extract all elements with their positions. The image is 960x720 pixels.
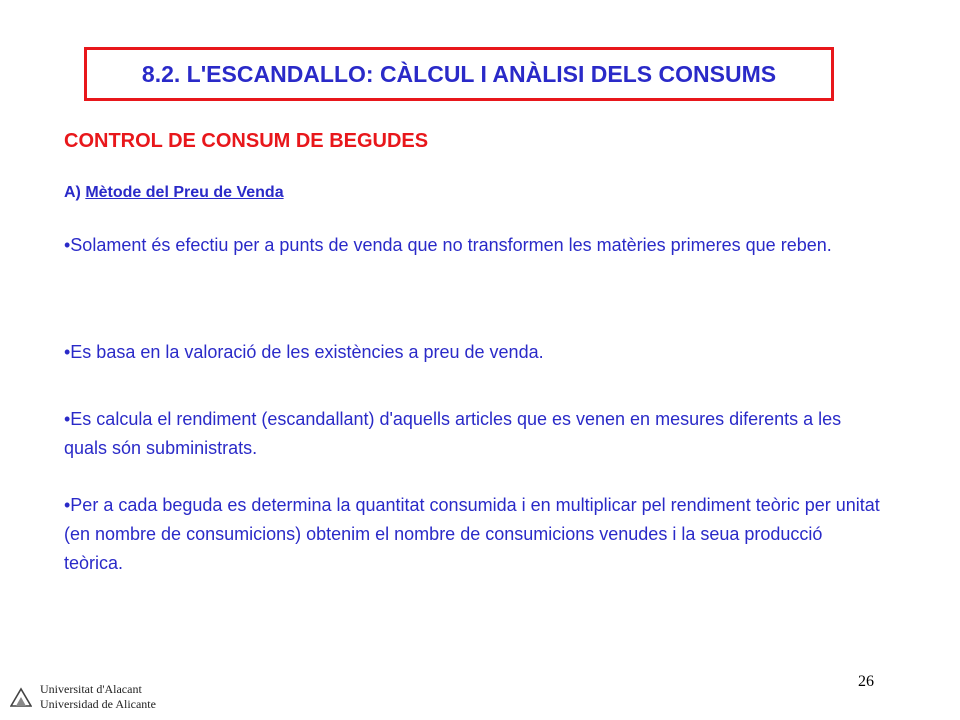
slide-title: 8.2. L'ESCANDALLO: CÀLCUL I ANÀLISI DELS CONSUMS — [141, 60, 777, 87]
bullet-item: •Es basa en la valoració de les existències a preu de venda. — [64, 342, 544, 362]
method-heading — [64, 184, 284, 202]
method-label: Mètode del Preu de Venda — [85, 184, 284, 201]
logo-line-2: Universidad de Alicante — [40, 697, 156, 711]
section-heading: CONTROL DE CONSUM DE BEGUDES — [64, 130, 429, 152]
slide-title-box — [84, 47, 834, 101]
method-prefix: A) — [64, 184, 86, 201]
page-number: 26 — [858, 673, 874, 690]
logo-line-1: Universitat d'Alacant — [40, 682, 142, 696]
bullet-item: •Solament és efectiu per a punts de venda que no transformen les matèries primeres que reben. — [64, 235, 832, 255]
bullet-item: •Per a cada beguda es determina la quantitat consumida i en multiplicar pel rendiment teòric per unitat (en nombre de consumicions) obtenim el nombre de consumicions venudes i la seua producció teòrica. — [64, 495, 880, 573]
university-logo — [10, 680, 156, 714]
university-logo-icon — [10, 687, 32, 707]
bullet-item: •Es calcula el rendiment (escandallant) d'aquells articles que es venen en mesures diferents a les quals són subministrats. — [64, 409, 842, 458]
